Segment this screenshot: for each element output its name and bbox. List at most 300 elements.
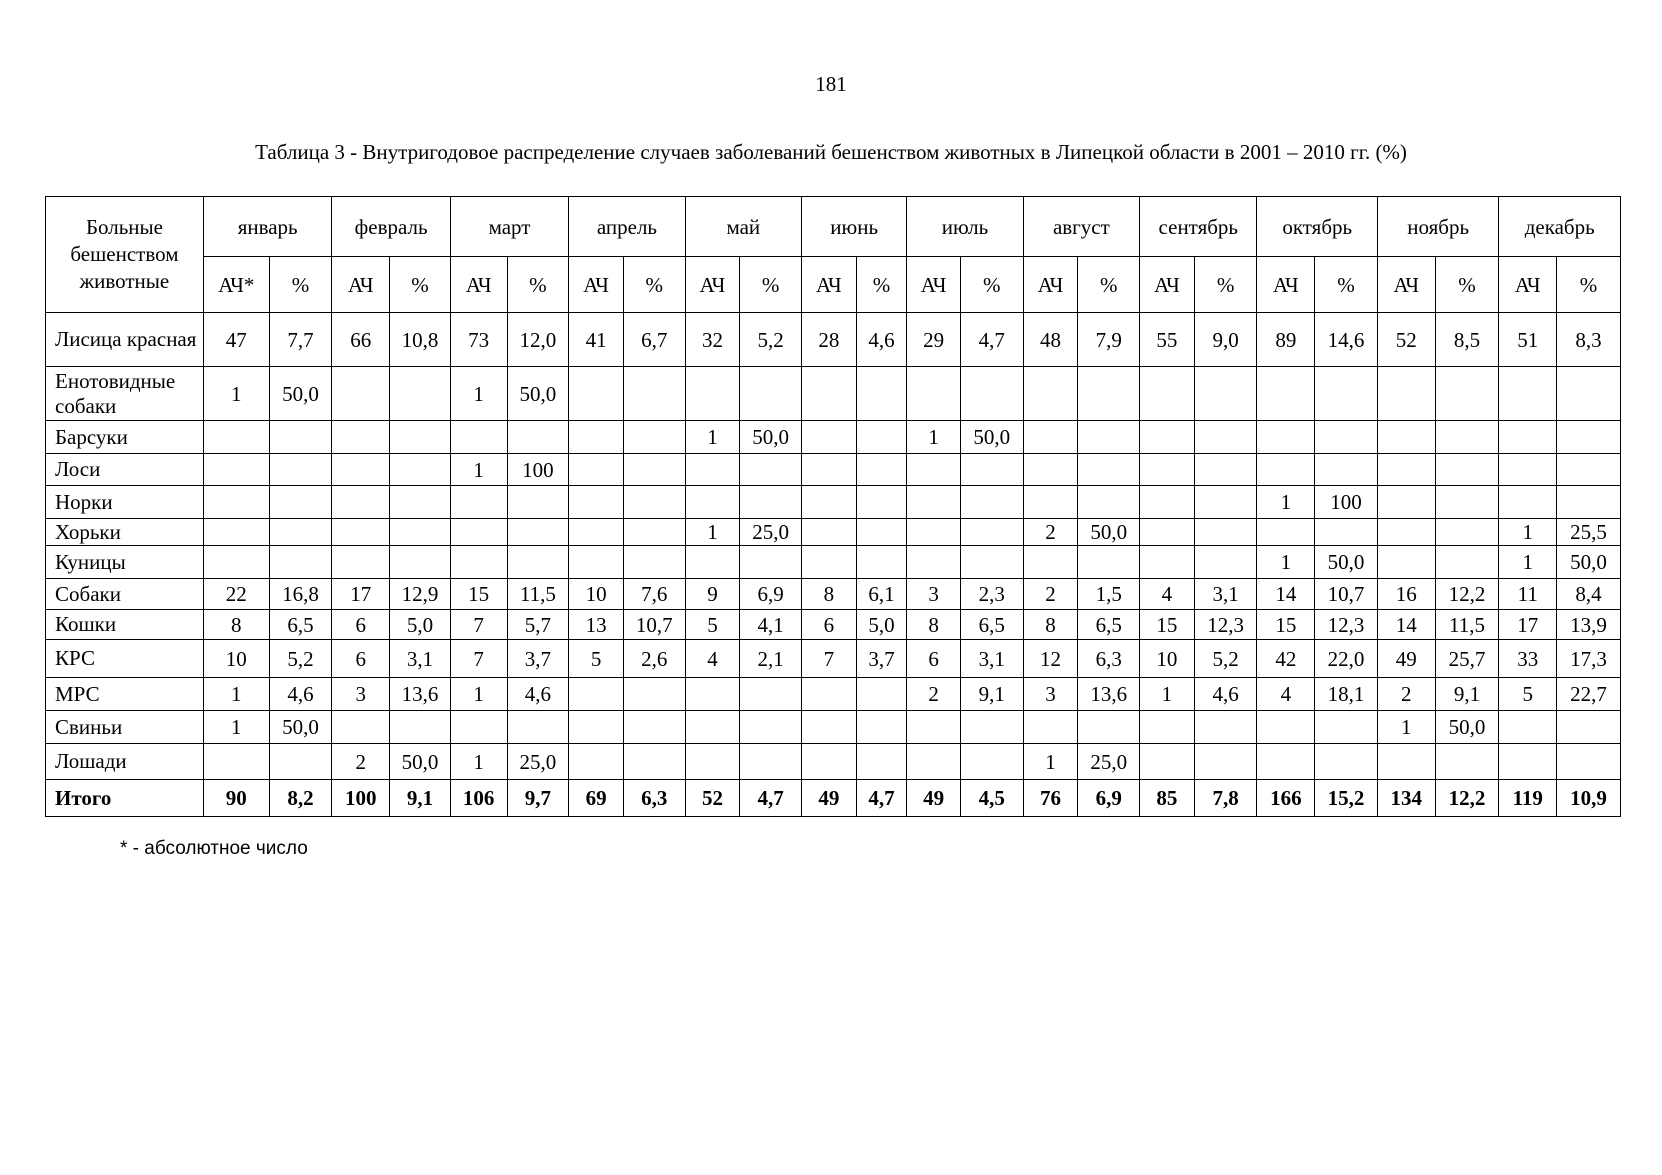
percent-cell: 4,7 xyxy=(960,313,1023,367)
abs-count-cell: 69 xyxy=(569,780,624,817)
abs-count-cell xyxy=(685,744,740,780)
abs-count-cell xyxy=(569,744,624,780)
percent-cell: 11,5 xyxy=(1435,610,1499,640)
abs-count-cell: 100 xyxy=(332,780,390,817)
percent-cell xyxy=(856,744,907,780)
abs-count-cell xyxy=(802,367,857,421)
percent-cell xyxy=(623,367,685,421)
month-header: август xyxy=(1023,197,1139,257)
abs-count-cell: 7 xyxy=(450,610,507,640)
table-row xyxy=(46,367,1621,421)
abs-count-cell: 1 xyxy=(203,367,269,421)
percent-cell xyxy=(960,454,1023,486)
percent-cell: 12,2 xyxy=(1435,579,1499,610)
percent-cell xyxy=(390,546,451,579)
abs-count-cell: 1 xyxy=(203,711,269,744)
percent-cell: 4,6 xyxy=(1194,678,1257,711)
abs-count-cell: 10 xyxy=(569,579,624,610)
month-header: июнь xyxy=(802,197,907,257)
abs-count-cell: 1 xyxy=(1499,546,1557,579)
abs-count-cell xyxy=(569,367,624,421)
abs-count-cell xyxy=(1257,711,1315,744)
percent-header: % xyxy=(1078,257,1140,313)
abs-count-cell xyxy=(332,421,390,454)
abs-count-cell xyxy=(569,519,624,546)
percent-cell xyxy=(1194,421,1257,454)
abs-count-cell: 5 xyxy=(569,640,624,678)
abs-count-cell: 55 xyxy=(1140,313,1195,367)
abs-count-cell: 3 xyxy=(907,579,961,610)
table-caption: Таблица 3 - Внутригодовое распределение случаев заболеваний бешенством животных в Липецкой области в 2001 – 2010 гг. (%) xyxy=(255,140,1407,164)
percent-cell xyxy=(1557,367,1621,421)
abs-count-cell xyxy=(907,546,961,579)
percent-cell: 3,7 xyxy=(507,640,569,678)
abs-count-cell: 41 xyxy=(569,313,624,367)
page-number: 181 xyxy=(815,72,847,96)
abs-count-cell: 51 xyxy=(1499,313,1557,367)
abs-count-cell: 49 xyxy=(1377,640,1435,678)
abs-count-cell xyxy=(1257,519,1315,546)
abs-count-cell: 2 xyxy=(1023,579,1078,610)
abs-count-cell: 8 xyxy=(907,610,961,640)
percent-cell: 10,7 xyxy=(1315,579,1378,610)
percent-cell xyxy=(740,454,802,486)
animal-name: Лисица красная xyxy=(46,313,204,367)
abs-count-cell: 6 xyxy=(802,610,857,640)
abs-count-cell: 4 xyxy=(1257,678,1315,711)
percent-cell xyxy=(507,711,569,744)
table-row xyxy=(46,546,1621,579)
abs-count-cell: 1 xyxy=(450,678,507,711)
abs-count-cell: 28 xyxy=(802,313,857,367)
abs-count-cell xyxy=(332,519,390,546)
percent-cell: 8,2 xyxy=(269,780,332,817)
abs-count-cell xyxy=(1257,367,1315,421)
abs-count-cell xyxy=(569,421,624,454)
percent-cell xyxy=(1557,454,1621,486)
abs-count-cell: 166 xyxy=(1257,780,1315,817)
percent-cell: 16,8 xyxy=(269,579,332,610)
percent-cell xyxy=(960,546,1023,579)
percent-header: % xyxy=(269,257,332,313)
abs-count-cell xyxy=(685,486,740,519)
percent-cell xyxy=(740,711,802,744)
percent-cell: 6,5 xyxy=(269,610,332,640)
abs-count-cell xyxy=(450,711,507,744)
percent-header: % xyxy=(856,257,907,313)
abs-count-cell: 17 xyxy=(1499,610,1557,640)
percent-cell xyxy=(1315,519,1378,546)
abs-count-cell: 15 xyxy=(1140,610,1195,640)
percent-cell: 2,3 xyxy=(960,579,1023,610)
percent-header: % xyxy=(390,257,451,313)
percent-cell: 50,0 xyxy=(269,367,332,421)
percent-cell: 6,1 xyxy=(856,579,907,610)
percent-cell: 13,6 xyxy=(390,678,451,711)
percent-cell xyxy=(856,519,907,546)
abs-count-cell xyxy=(1023,546,1078,579)
abs-count-cell xyxy=(1140,546,1195,579)
percent-cell xyxy=(390,421,451,454)
percent-cell: 50,0 xyxy=(1078,519,1140,546)
percent-cell: 6,3 xyxy=(623,780,685,817)
abs-count-cell: 1 xyxy=(203,678,269,711)
percent-cell xyxy=(507,421,569,454)
percent-cell xyxy=(856,367,907,421)
percent-cell: 5,0 xyxy=(856,610,907,640)
abs-count-cell xyxy=(569,711,624,744)
table-row xyxy=(46,711,1621,744)
percent-cell: 8,3 xyxy=(1557,313,1621,367)
percent-cell xyxy=(1078,546,1140,579)
abs-count-cell xyxy=(802,711,857,744)
table-row xyxy=(46,313,1621,367)
percent-cell: 5,2 xyxy=(269,640,332,678)
percent-cell: 13,6 xyxy=(1078,678,1140,711)
abs-count-cell: 9 xyxy=(685,579,740,610)
percent-cell: 25,0 xyxy=(740,519,802,546)
percent-cell: 4,7 xyxy=(740,780,802,817)
percent-cell: 7,8 xyxy=(1194,780,1257,817)
abs-count-cell: 15 xyxy=(1257,610,1315,640)
percent-cell xyxy=(960,711,1023,744)
percent-header: % xyxy=(1557,257,1621,313)
percent-cell xyxy=(1435,367,1499,421)
abs-count-cell xyxy=(1140,519,1195,546)
abs-count-cell: 66 xyxy=(332,313,390,367)
percent-cell xyxy=(623,421,685,454)
abs-count-cell: 32 xyxy=(685,313,740,367)
abs-count-cell: 52 xyxy=(1377,313,1435,367)
abs-count-cell xyxy=(1023,367,1078,421)
percent-cell: 2,6 xyxy=(623,640,685,678)
month-header: октябрь xyxy=(1257,197,1377,257)
abs-count-cell: 8 xyxy=(1023,610,1078,640)
animal-name: Свиньи xyxy=(46,711,204,744)
percent-cell: 15,2 xyxy=(1315,780,1378,817)
month-header: ноябрь xyxy=(1377,197,1498,257)
abs-count-header: АЧ xyxy=(332,257,390,313)
abs-count-cell xyxy=(907,744,961,780)
abs-count-cell: 15 xyxy=(450,579,507,610)
abs-count-cell xyxy=(802,546,857,579)
percent-cell xyxy=(856,486,907,519)
percent-cell xyxy=(1315,367,1378,421)
percent-cell xyxy=(740,486,802,519)
percent-cell: 1,5 xyxy=(1078,579,1140,610)
abs-count-cell xyxy=(203,421,269,454)
abs-count-cell xyxy=(907,486,961,519)
animal-name: Барсуки xyxy=(46,421,204,454)
abs-count-cell xyxy=(1499,486,1557,519)
abs-count-cell: 89 xyxy=(1257,313,1315,367)
table-row xyxy=(46,421,1621,454)
abs-count-cell xyxy=(1257,744,1315,780)
animal-name: Норки xyxy=(46,486,204,519)
abs-count-cell xyxy=(1140,486,1195,519)
percent-cell xyxy=(1194,367,1257,421)
percent-cell xyxy=(1194,519,1257,546)
abs-count-cell: 13 xyxy=(569,610,624,640)
percent-cell xyxy=(960,367,1023,421)
percent-cell xyxy=(1435,519,1499,546)
abs-count-cell: 12 xyxy=(1023,640,1078,678)
percent-cell: 5,2 xyxy=(1194,640,1257,678)
percent-header: % xyxy=(1194,257,1257,313)
abs-count-cell: 5 xyxy=(1499,678,1557,711)
abs-count-cell: 33 xyxy=(1499,640,1557,678)
abs-count-cell: 14 xyxy=(1377,610,1435,640)
percent-cell xyxy=(390,711,451,744)
abs-count-cell xyxy=(332,546,390,579)
abs-count-header: АЧ xyxy=(1257,257,1315,313)
percent-cell: 6,9 xyxy=(1078,780,1140,817)
abs-count-cell: 16 xyxy=(1377,579,1435,610)
table-row xyxy=(46,454,1621,486)
abs-count-cell: 17 xyxy=(332,579,390,610)
percent-header: % xyxy=(623,257,685,313)
animal-name: Енотовидные собаки xyxy=(46,367,204,421)
abs-count-cell: 2 xyxy=(907,678,961,711)
abs-count-cell xyxy=(1140,421,1195,454)
percent-cell xyxy=(1435,744,1499,780)
abs-count-cell xyxy=(1499,367,1557,421)
abs-count-cell: 7 xyxy=(802,640,857,678)
month-header: январь xyxy=(203,197,332,257)
percent-cell: 50,0 xyxy=(1315,546,1378,579)
percent-cell xyxy=(1078,486,1140,519)
abs-count-cell xyxy=(332,367,390,421)
percent-cell xyxy=(740,678,802,711)
abs-count-cell xyxy=(1023,486,1078,519)
percent-cell xyxy=(623,486,685,519)
percent-cell: 12,0 xyxy=(507,313,569,367)
percent-cell: 50,0 xyxy=(390,744,451,780)
abs-count-cell: 49 xyxy=(802,780,857,817)
corner-header: Больные бешенством животные xyxy=(46,197,204,313)
percent-cell xyxy=(1435,546,1499,579)
abs-count-cell: 6 xyxy=(332,640,390,678)
table-row xyxy=(46,744,1621,780)
percent-cell xyxy=(740,367,802,421)
percent-cell xyxy=(1078,711,1140,744)
percent-cell: 6,9 xyxy=(740,579,802,610)
abs-count-cell xyxy=(907,519,961,546)
percent-cell: 7,6 xyxy=(623,579,685,610)
abs-count-cell: 3 xyxy=(1023,678,1078,711)
percent-cell: 11,5 xyxy=(507,579,569,610)
percent-header: % xyxy=(960,257,1023,313)
percent-cell: 10,8 xyxy=(390,313,451,367)
percent-cell: 5,2 xyxy=(740,313,802,367)
percent-cell xyxy=(507,486,569,519)
percent-cell xyxy=(390,486,451,519)
percent-cell: 6,7 xyxy=(623,313,685,367)
abs-count-cell xyxy=(450,486,507,519)
abs-count-cell xyxy=(203,546,269,579)
percent-cell: 9,1 xyxy=(1435,678,1499,711)
percent-cell xyxy=(269,421,332,454)
abs-count-cell: 1 xyxy=(450,367,507,421)
rabies-table xyxy=(45,196,1621,817)
percent-cell: 25,0 xyxy=(1078,744,1140,780)
abs-count-cell xyxy=(1377,367,1435,421)
abs-count-cell: 1 xyxy=(450,744,507,780)
abs-count-cell xyxy=(1499,421,1557,454)
percent-cell xyxy=(1557,744,1621,780)
percent-cell: 8,4 xyxy=(1557,579,1621,610)
percent-cell xyxy=(1435,486,1499,519)
table-body xyxy=(46,313,1621,817)
abs-count-cell: 119 xyxy=(1499,780,1557,817)
percent-cell xyxy=(1078,367,1140,421)
abs-count-cell xyxy=(1257,421,1315,454)
month-header: февраль xyxy=(332,197,450,257)
percent-cell xyxy=(507,519,569,546)
abs-count-cell: 4 xyxy=(1140,579,1195,610)
percent-cell: 4,1 xyxy=(740,610,802,640)
abs-count-header: АЧ xyxy=(685,257,740,313)
table-row xyxy=(46,610,1621,640)
abs-count-cell xyxy=(1257,454,1315,486)
abs-count-cell: 1 xyxy=(1257,546,1315,579)
percent-cell xyxy=(1315,454,1378,486)
animal-name: Куницы xyxy=(46,546,204,579)
abs-count-cell: 1 xyxy=(685,421,740,454)
abs-count-cell xyxy=(450,546,507,579)
abs-count-cell xyxy=(802,486,857,519)
percent-cell xyxy=(856,421,907,454)
abs-count-cell xyxy=(802,421,857,454)
percent-cell xyxy=(507,546,569,579)
percent-cell xyxy=(269,454,332,486)
percent-cell: 2,1 xyxy=(740,640,802,678)
percent-cell: 3,7 xyxy=(856,640,907,678)
percent-cell xyxy=(856,454,907,486)
abs-count-cell xyxy=(203,744,269,780)
percent-cell xyxy=(1315,421,1378,454)
animal-name: МРС xyxy=(46,678,204,711)
percent-cell xyxy=(1435,421,1499,454)
percent-cell xyxy=(1194,454,1257,486)
percent-cell xyxy=(623,519,685,546)
percent-cell: 50,0 xyxy=(1435,711,1499,744)
abs-count-cell: 85 xyxy=(1140,780,1195,817)
abs-count-cell xyxy=(1377,546,1435,579)
month-header: май xyxy=(685,197,801,257)
abs-count-cell: 14 xyxy=(1257,579,1315,610)
percent-cell: 4,5 xyxy=(960,780,1023,817)
abs-count-cell xyxy=(802,678,857,711)
table-row xyxy=(46,640,1621,678)
month-header: сентябрь xyxy=(1140,197,1257,257)
percent-cell xyxy=(269,486,332,519)
abs-count-header: АЧ xyxy=(450,257,507,313)
percent-cell xyxy=(623,454,685,486)
percent-cell xyxy=(1078,421,1140,454)
animal-name: Хорьки xyxy=(46,519,204,546)
percent-cell: 50,0 xyxy=(507,367,569,421)
abs-count-cell xyxy=(685,678,740,711)
percent-cell xyxy=(1194,546,1257,579)
percent-cell: 25,0 xyxy=(507,744,569,780)
abs-count-cell xyxy=(1140,744,1195,780)
abs-count-cell xyxy=(802,519,857,546)
abs-count-cell: 90 xyxy=(203,780,269,817)
table-row xyxy=(46,519,1621,546)
abs-count-cell: 49 xyxy=(907,780,961,817)
percent-cell: 12,2 xyxy=(1435,780,1499,817)
abs-count-cell xyxy=(907,711,961,744)
abs-count-cell xyxy=(1499,744,1557,780)
abs-count-cell xyxy=(685,367,740,421)
percent-cell xyxy=(740,546,802,579)
animal-name: Кошки xyxy=(46,610,204,640)
abs-count-header: АЧ xyxy=(802,257,857,313)
abs-count-cell: 73 xyxy=(450,313,507,367)
abs-count-cell: 52 xyxy=(685,780,740,817)
abs-count-cell xyxy=(802,454,857,486)
percent-cell xyxy=(1194,486,1257,519)
percent-cell xyxy=(623,678,685,711)
percent-cell xyxy=(390,519,451,546)
abs-count-cell: 2 xyxy=(1377,678,1435,711)
abs-count-cell: 5 xyxy=(685,610,740,640)
percent-cell: 9,1 xyxy=(390,780,451,817)
sub-header-row xyxy=(46,257,1621,313)
percent-cell xyxy=(1078,454,1140,486)
percent-cell: 10,9 xyxy=(1557,780,1621,817)
percent-cell: 18,1 xyxy=(1315,678,1378,711)
percent-cell: 6,3 xyxy=(1078,640,1140,678)
table-row xyxy=(46,579,1621,610)
percent-cell xyxy=(740,744,802,780)
percent-cell: 12,3 xyxy=(1194,610,1257,640)
abs-count-cell xyxy=(1377,519,1435,546)
abs-count-cell xyxy=(685,454,740,486)
percent-cell xyxy=(960,519,1023,546)
percent-cell: 9,7 xyxy=(507,780,569,817)
percent-cell xyxy=(390,367,451,421)
percent-cell xyxy=(1435,454,1499,486)
percent-cell: 8,5 xyxy=(1435,313,1499,367)
abs-count-cell: 22 xyxy=(203,579,269,610)
percent-cell xyxy=(1315,744,1378,780)
percent-header: % xyxy=(507,257,569,313)
abs-count-cell xyxy=(907,367,961,421)
percent-cell: 7,9 xyxy=(1078,313,1140,367)
abs-count-header: АЧ xyxy=(1499,257,1557,313)
abs-count-cell: 1 xyxy=(907,421,961,454)
month-header-row xyxy=(46,197,1621,257)
percent-cell xyxy=(269,519,332,546)
percent-cell: 12,3 xyxy=(1315,610,1378,640)
abs-count-cell: 6 xyxy=(907,640,961,678)
percent-cell xyxy=(1315,711,1378,744)
month-header: апрель xyxy=(569,197,685,257)
percent-cell: 25,5 xyxy=(1557,519,1621,546)
abs-count-header: АЧ xyxy=(1377,257,1435,313)
abs-count-cell xyxy=(1377,486,1435,519)
percent-cell: 6,5 xyxy=(1078,610,1140,640)
abs-count-cell: 11 xyxy=(1499,579,1557,610)
percent-cell: 9,0 xyxy=(1194,313,1257,367)
percent-cell: 22,7 xyxy=(1557,678,1621,711)
abs-count-cell: 42 xyxy=(1257,640,1315,678)
percent-cell xyxy=(1557,711,1621,744)
percent-cell: 50,0 xyxy=(1557,546,1621,579)
percent-cell xyxy=(390,454,451,486)
